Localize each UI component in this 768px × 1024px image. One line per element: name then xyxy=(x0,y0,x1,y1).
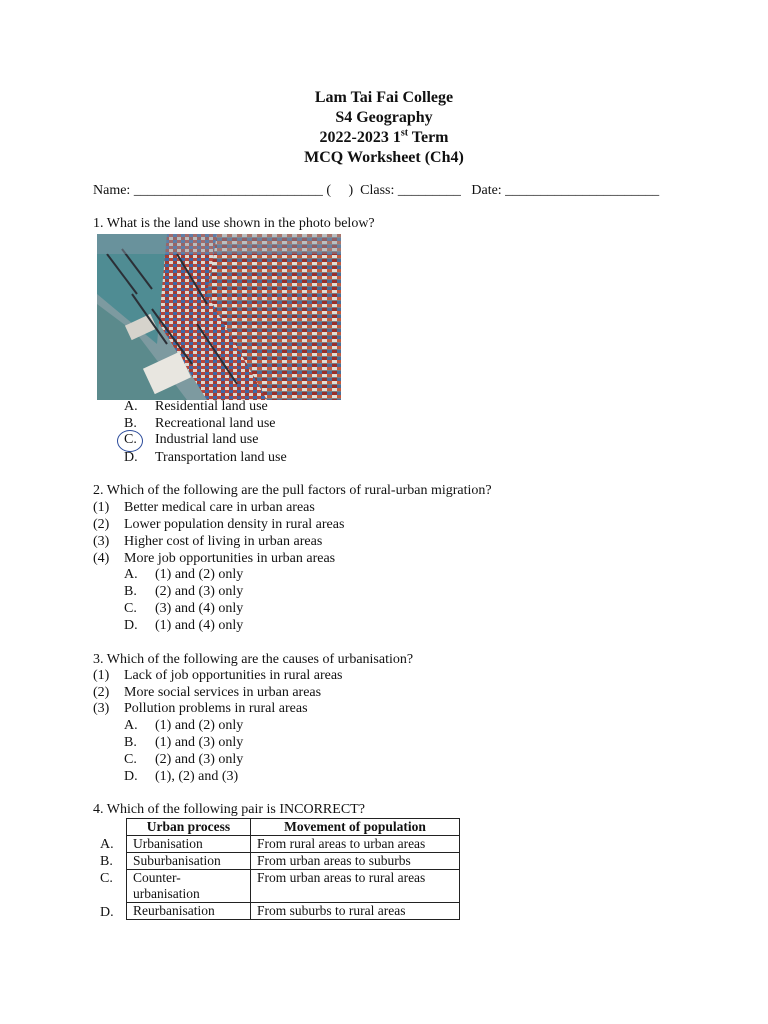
q3-option-d-text: (1), (2) and (3) xyxy=(155,769,239,784)
q2-option-a-text: (1) and (2) only xyxy=(155,567,244,582)
movement-cell: From urban areas to suburbs xyxy=(251,853,460,870)
table-header-row xyxy=(127,819,460,836)
table-row xyxy=(127,903,460,920)
q1-option-d-text: Transportation land use xyxy=(155,450,287,465)
table-row xyxy=(127,836,460,853)
q1-option-c-text: Industrial land use xyxy=(155,432,259,447)
q3-option-a-letter: A. xyxy=(124,718,138,733)
q3-option-a-text: (1) and (2) only xyxy=(155,718,244,733)
q3-statement-3-num: (3) xyxy=(93,701,110,716)
q1-option-b-text: Recreational land use xyxy=(155,416,276,431)
q2-option-d-text: (1) and (4) only xyxy=(155,618,244,633)
movement-cell: From suburbs to rural areas xyxy=(251,903,460,920)
q3-option-c-text: (2) and (3) only xyxy=(155,752,244,767)
q2-statement-1: Better medical care in urban areas xyxy=(124,500,315,515)
movement-cell: From urban areas to rural areas xyxy=(251,870,460,903)
q2-option-b-letter: B. xyxy=(124,584,137,599)
subject-title: S4 Geography xyxy=(335,109,433,126)
worksheet-title: MCQ Worksheet (Ch4) xyxy=(304,149,464,166)
q1-option-c-letter: C. xyxy=(124,432,137,447)
q3-option-b-letter: B. xyxy=(124,735,137,750)
q3-statement-2-num: (2) xyxy=(93,685,110,700)
q2-option-c-text: (3) and (4) only xyxy=(155,601,244,616)
q2-statement-2-num: (2) xyxy=(93,517,110,532)
q2-statement-4: More job opportunities in urban areas xyxy=(124,551,336,566)
q4-row-b-letter: B. xyxy=(100,854,113,869)
process-cell: Urbanisation xyxy=(127,836,251,853)
q2-option-a-letter: A. xyxy=(124,567,138,582)
q3-statement-1: Lack of job opportunities in rural areas xyxy=(124,668,343,683)
q2-statement-3: Higher cost of living in urban areas xyxy=(124,534,323,549)
q1-option-b-letter: B. xyxy=(124,416,137,431)
question-2: 2. Which of the following are the pull factors of rural-urban migration? xyxy=(93,483,492,498)
process-cell: Reurbanisation xyxy=(127,903,251,920)
q2-statement-2: Lower population density in rural areas xyxy=(124,517,345,532)
q3-statement-3: Pollution problems in rural areas xyxy=(124,701,308,716)
q4-row-d-letter: D. xyxy=(100,905,114,920)
container-port-photo xyxy=(97,234,341,400)
process-cell: Counter-urbanisation xyxy=(127,870,251,903)
table-row xyxy=(127,853,460,870)
table-row xyxy=(127,870,460,903)
student-info-line: Name: ___________________________ ( ) Class: _________ Date: ______________________ xyxy=(93,183,660,198)
q3-statement-1-num: (1) xyxy=(93,668,110,683)
worksheet-header xyxy=(0,88,768,168)
q1-option-d-letter: D. xyxy=(124,450,138,465)
q4-row-a-letter: A. xyxy=(100,837,114,852)
q3-option-c-letter: C. xyxy=(124,752,137,767)
question-1: 1. What is the land use shown in the photo below? xyxy=(93,216,375,231)
q1-option-a-text: Residential land use xyxy=(155,399,268,414)
q4-row-c-letter: C. xyxy=(100,871,113,886)
movement-cell: From rural areas to urban areas xyxy=(251,836,460,853)
q2-option-c-letter: C. xyxy=(124,601,137,616)
question-3: 3. Which of the following are the causes of urbanisation? xyxy=(93,652,414,667)
question-4: 4. Which of the following pair is INCORRECT? xyxy=(93,802,365,817)
q2-option-b-text: (2) and (3) only xyxy=(155,584,244,599)
q2-option-d-letter: D. xyxy=(124,618,138,633)
q2-statement-3-num: (3) xyxy=(93,534,110,549)
urban-process-table xyxy=(126,818,460,920)
term-line: 2022-2023 1st Term xyxy=(319,127,449,146)
q3-option-b-text: (1) and (3) only xyxy=(155,735,244,750)
column-header-movement: Movement of population xyxy=(251,819,460,836)
column-header-urban-process: Urban process xyxy=(127,819,251,836)
q2-statement-1-num: (1) xyxy=(93,500,110,515)
q3-statement-2: More social services in urban areas xyxy=(124,685,322,700)
process-cell: Suburbanisation xyxy=(127,853,251,870)
school-name: Lam Tai Fai College xyxy=(314,89,454,106)
q1-option-a-letter: A. xyxy=(124,399,138,414)
q3-option-d-letter: D. xyxy=(124,769,138,784)
q2-statement-4-num: (4) xyxy=(93,551,110,566)
